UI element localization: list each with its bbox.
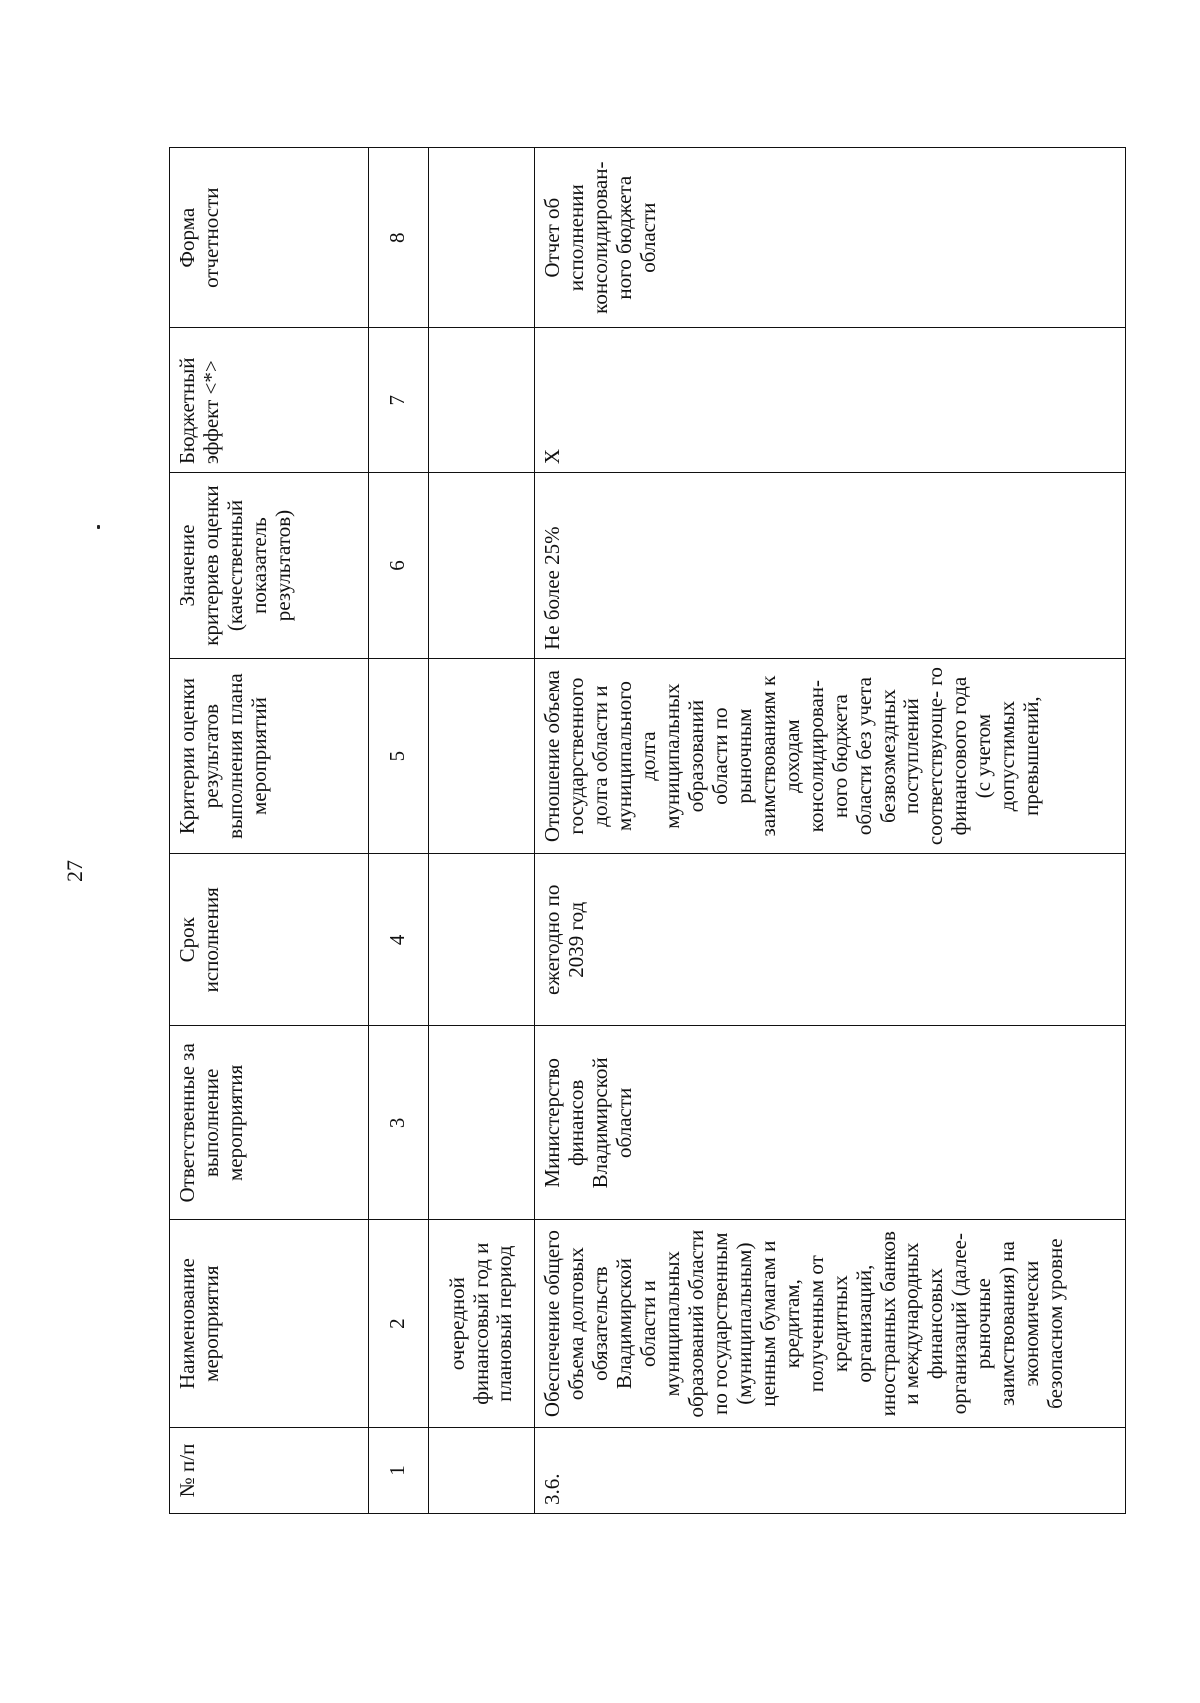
header-cell: Бюджетный эффект <*> bbox=[170, 328, 369, 473]
measure-name: Обеспечение общего объема долговых обязательств Владимирской области и муниципальных образований области по государственным (муниципальным) ценным бумагам и кредитам, полученным от кредитных организаций, иностранных банков и международных финансовых организаций (далее- рыночные заимствования) на экономически безопасном уровне bbox=[535, 1220, 1126, 1428]
column-number: 4 bbox=[368, 854, 428, 1026]
table-cell bbox=[428, 328, 535, 473]
header-cell: Критерии оценки результатов выполнения плана мероприятий bbox=[170, 658, 369, 853]
table-cell bbox=[428, 148, 535, 328]
header-cell: Форма отчетности bbox=[170, 148, 369, 328]
table-cell bbox=[428, 854, 535, 1026]
column-number: 3 bbox=[368, 1026, 428, 1220]
row-number: 3.6. bbox=[535, 1427, 1126, 1513]
table-cell bbox=[428, 473, 535, 659]
effect-cell: X bbox=[535, 328, 1126, 473]
header-cell: Наименование мероприятия bbox=[170, 1220, 369, 1428]
value-cell: Не более 25% bbox=[535, 473, 1126, 659]
header-cell: № п/п bbox=[170, 1427, 369, 1513]
column-number: 6 bbox=[368, 473, 428, 659]
table-cell bbox=[428, 1427, 535, 1513]
table-cell bbox=[428, 658, 535, 853]
header-row bbox=[170, 148, 369, 1514]
rotated-table-wrapper bbox=[169, 147, 1126, 1514]
responsible-cell: Министерство финансов Владимирской области bbox=[535, 1026, 1126, 1220]
criteria-cell: Отношение объема государственного долга области и муниципального долга муниципальных образований области по рыночным заимствованиям к доходам консолидирован- ного бюджета области без учета безвозмездных поступлений соответствующе- го финансового года (с учетом допустимых превышений, bbox=[535, 658, 1126, 853]
continuation-row bbox=[428, 148, 535, 1514]
scan-speck bbox=[97, 525, 100, 529]
deadline-cell: ежегодно по 2039 год bbox=[535, 854, 1126, 1026]
page-number: 27 bbox=[62, 860, 87, 882]
report-cell: Отчет об исполнении консолидирован- ного бюджета области bbox=[535, 148, 1126, 328]
column-number: 5 bbox=[368, 658, 428, 853]
column-number: 2 bbox=[368, 1220, 428, 1428]
table-cell bbox=[428, 1026, 535, 1220]
column-number-row bbox=[368, 148, 428, 1514]
column-number: 8 bbox=[368, 148, 428, 328]
column-number: 7 bbox=[368, 328, 428, 473]
header-cell: Значение критериев оценки (качественный показатель результатов) bbox=[170, 473, 369, 659]
table-row bbox=[535, 148, 1126, 1514]
measures-table bbox=[169, 147, 1126, 1514]
header-cell: Срок исполнения bbox=[170, 854, 369, 1026]
table-cell: очередной финансовый год и плановый период bbox=[428, 1220, 535, 1428]
column-number: 1 bbox=[368, 1427, 428, 1513]
header-cell: Ответственные за выполнение мероприятия bbox=[170, 1026, 369, 1220]
